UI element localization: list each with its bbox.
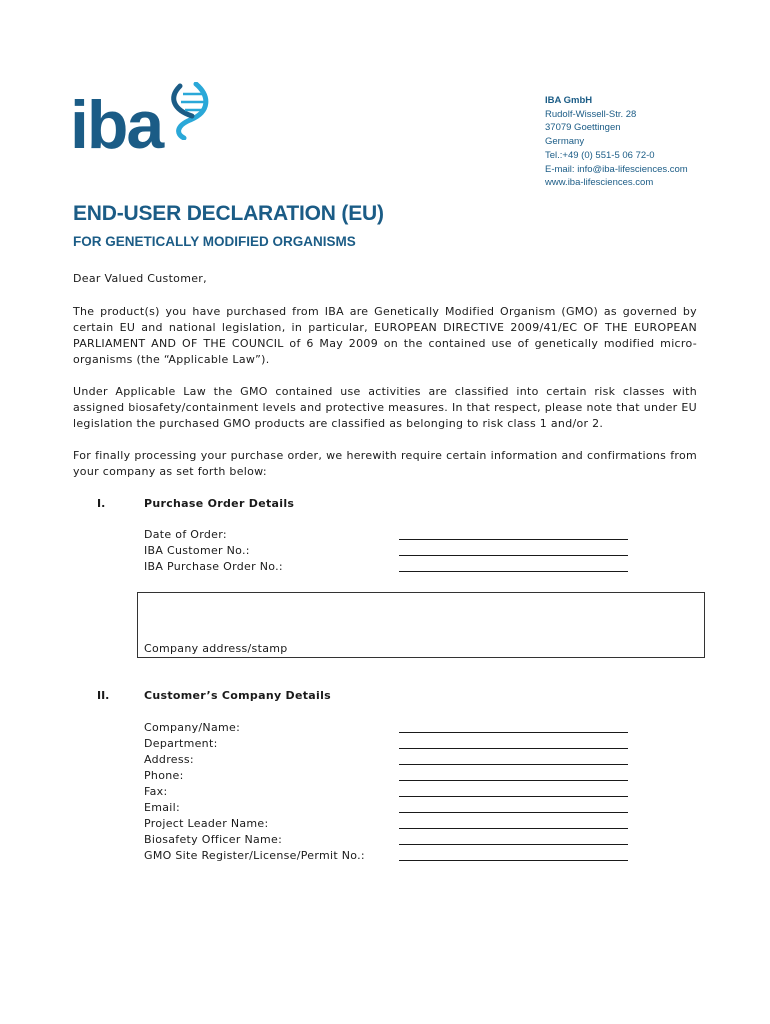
address-city: 37079 Goettingen <box>545 122 621 134</box>
field-line-project-leader[interactable] <box>399 828 628 829</box>
field-label-fax: Fax: <box>144 785 168 798</box>
field-line-purchase-order-no[interactable] <box>399 571 628 572</box>
field-line-department[interactable] <box>399 748 628 749</box>
field-line-fax[interactable] <box>399 796 628 797</box>
field-line-company-name[interactable] <box>399 732 628 733</box>
field-label-biosafety-officer: Biosafety Officer Name: <box>144 833 283 846</box>
field-label-email: Email: <box>144 801 181 814</box>
field-label-date-of-order: Date of Order: <box>144 528 227 541</box>
field-label-gmo-permit: GMO Site Register/License/Permit No.: <box>144 849 365 862</box>
section-1-title: Purchase Order Details <box>144 497 295 510</box>
field-label-address: Address: <box>144 753 194 766</box>
field-label-company-name: Company/Name: <box>144 721 241 734</box>
dna-helix-icon <box>166 82 216 140</box>
field-line-phone[interactable] <box>399 780 628 781</box>
stamp-label: Company address/stamp <box>144 642 288 655</box>
field-line-gmo-permit[interactable] <box>399 860 628 861</box>
address-company: IBA GmbH <box>545 95 593 106</box>
field-line-email[interactable] <box>399 812 628 813</box>
field-line-customer-no[interactable] <box>399 555 628 556</box>
field-label-phone: Phone: <box>144 769 184 782</box>
section-2-title: Customer’s Company Details <box>144 689 332 702</box>
section-2-number: II. <box>97 689 110 702</box>
paragraph-request-info: For finally processing your purchase order, we herewith require certain information and confirmations from your company as set forth below: <box>73 449 697 478</box>
field-label-department: Department: <box>144 737 218 750</box>
field-label-customer-no: IBA Customer No.: <box>144 544 250 557</box>
logo-wordmark: iba <box>70 87 163 163</box>
field-label-purchase-order-no: IBA Purchase Order No.: <box>144 560 283 573</box>
greeting: Dear Valued Customer, <box>73 272 207 285</box>
field-line-date-of-order[interactable] <box>399 539 628 540</box>
iba-logo <box>70 82 220 168</box>
address-tel: Tel.:+49 (0) 551-5 06 72-0 <box>545 149 655 161</box>
address-web: www.iba-lifesciences.com <box>545 177 654 189</box>
paragraph-risk-classes: Under Applicable Law the GMO contained use activities are classified into certain risk classes with assigned biosafety/containment levels and protective measures. In that respect, please note that under EU legislation the purchased GMO products are classified as belonging to risk class 1 and/or 2. <box>73 385 697 430</box>
document-title: END-USER DECLARATION (EU) <box>73 202 384 225</box>
address-email: E-mail: info@iba-lifesciences.com <box>545 163 688 175</box>
company-address-block <box>545 94 688 190</box>
paragraph-gmo-legislation: The product(s) you have purchased from IBA are Genetically Modified Organism (GMO) as governed by certain EU and national legislation, in particular, EUROPEAN DIRECTIVE 2009/41/EC OF THE EUROPEAN PARLIAMENT AND OF THE COUNCIL of 6 May 2009 on the contained use of genetically modified micro-organisms (the “Applicable Law”). <box>73 305 697 366</box>
section-1-number: I. <box>97 497 106 510</box>
address-country: Germany <box>545 136 585 148</box>
address-street: Rudolf-Wissell-Str. 28 <box>545 108 637 120</box>
field-label-project-leader: Project Leader Name: <box>144 817 269 830</box>
company-stamp-box[interactable] <box>137 592 705 658</box>
document-subtitle: FOR GENETICALLY MODIFIED ORGANISMS <box>73 234 356 249</box>
field-line-address[interactable] <box>399 764 628 765</box>
field-line-biosafety-officer[interactable] <box>399 844 628 845</box>
